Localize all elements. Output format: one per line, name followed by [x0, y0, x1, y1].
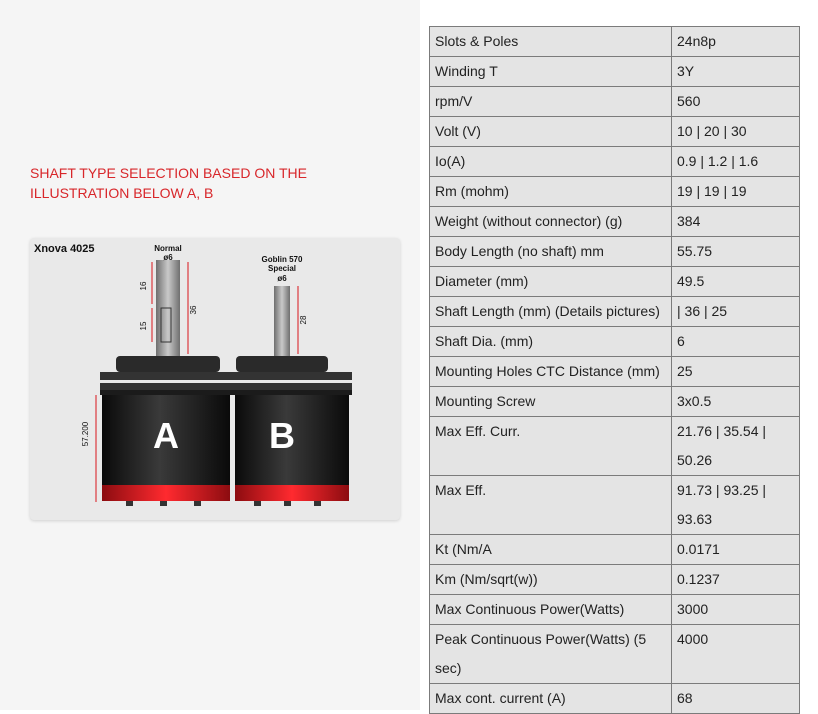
motor-a-head — [116, 356, 220, 372]
spec-row — [430, 267, 800, 297]
spec-row — [430, 87, 800, 117]
spec-row — [430, 357, 800, 387]
spec-row — [430, 625, 800, 684]
spec-label: Max Eff. — [430, 476, 672, 535]
motor-b-fin-3 — [230, 390, 352, 395]
motor-a-fin-3 — [100, 390, 232, 395]
spec-value: 560 — [672, 87, 800, 117]
spec-value: 0.0171 — [672, 535, 800, 565]
spec-row — [430, 417, 800, 476]
spec-row — [430, 327, 800, 357]
motor-b-fin-2 — [230, 383, 352, 391]
dim-16-label: 16 — [139, 281, 148, 291]
dim-36-label: 36 — [189, 305, 198, 315]
spec-label: Kt (Nm/A — [430, 535, 672, 565]
spec-row — [430, 117, 800, 147]
spec-label: Shaft Dia. (mm) — [430, 327, 672, 357]
spec-row — [430, 387, 800, 417]
spec-row — [430, 684, 800, 714]
spec-value: 24n8p — [672, 27, 800, 57]
spec-row — [430, 237, 800, 267]
spec-value: 25 — [672, 357, 800, 387]
shaft-b-diameter: ø6 — [277, 274, 287, 283]
spec-label: Max cont. current (A) — [430, 684, 672, 714]
spec-label: Winding T — [430, 57, 672, 87]
motor-a-fin-2 — [100, 383, 232, 391]
spec-row — [430, 147, 800, 177]
motor-illustration — [30, 238, 400, 520]
motor-b-ring — [235, 485, 349, 501]
shaft-b — [274, 286, 290, 356]
spec-label: Max Continuous Power(Watts) — [430, 595, 672, 625]
spec-value: 384 — [672, 207, 800, 237]
spec-value: 3x0.5 — [672, 387, 800, 417]
spec-value: 6 — [672, 327, 800, 357]
spec-value: 4000 — [672, 625, 800, 684]
motor-a-fin-1 — [100, 372, 232, 380]
spec-value: 49.5 — [672, 267, 800, 297]
spec-row — [430, 177, 800, 207]
normal-label: Normal — [154, 244, 182, 253]
motor-b-letter: B — [269, 415, 295, 456]
spec-row — [430, 476, 800, 535]
motor-b-head — [236, 356, 328, 372]
dim-15-label: 15 — [139, 321, 148, 331]
spec-label: Peak Continuous Power(Watts) (5 sec) — [430, 625, 672, 684]
spec-label: Weight (without connector) (g) — [430, 207, 672, 237]
spec-value: 68 — [672, 684, 800, 714]
motor-b-foot-2 — [284, 501, 291, 506]
spec-row — [430, 27, 800, 57]
spec-row — [430, 565, 800, 595]
shaft-a-diameter: ø6 — [163, 253, 173, 262]
spec-label: Mounting Holes CTC Distance (mm) — [430, 357, 672, 387]
motor-a-ring — [102, 485, 230, 501]
spec-value: 55.75 — [672, 237, 800, 267]
spec-row — [430, 595, 800, 625]
motor-b-foot-3 — [314, 501, 321, 506]
motor-drawing — [30, 238, 400, 520]
spec-label: Diameter (mm) — [430, 267, 672, 297]
motor-a-letter: A — [153, 415, 179, 456]
spec-label: Rm (mohm) — [430, 177, 672, 207]
spec-row — [430, 297, 800, 327]
spec-value: 19 | 19 | 19 — [672, 177, 800, 207]
spec-value: 10 | 20 | 30 — [672, 117, 800, 147]
spec-label: Shaft Length (mm) (Details pictures) — [430, 297, 672, 327]
motor-b-foot-1 — [254, 501, 261, 506]
spec-row — [430, 207, 800, 237]
special-label-1: Goblin 570 — [261, 255, 303, 264]
spec-value: 0.1237 — [672, 565, 800, 595]
spec-value: 91.73 | 93.25 | 93.63 — [672, 476, 800, 535]
spec-label: Volt (V) — [430, 117, 672, 147]
spec-value: 21.76 | 35.54 | 50.26 — [672, 417, 800, 476]
special-label-2: Special — [267, 264, 297, 273]
spec-value: 0.9 | 1.2 | 1.6 — [672, 147, 800, 177]
spec-label: Body Length (no shaft) mm — [430, 237, 672, 267]
spec-value: | 36 | 25 — [672, 297, 800, 327]
spec-value: 3000 — [672, 595, 800, 625]
spec-label: Max Eff. Curr. — [430, 417, 672, 476]
spec-label: Slots & Poles — [430, 27, 672, 57]
motor-a-foot-3 — [194, 501, 201, 506]
spec-label: Io(A) — [430, 147, 672, 177]
dim-height-label: 57.200 — [81, 421, 90, 447]
spec-row — [430, 57, 800, 87]
shaft-selection-note: SHAFT TYPE SELECTION BASED ON THE ILLUSTRATION BELOW A, B — [30, 165, 307, 201]
spec-label: Km (Nm/sqrt(w)) — [430, 565, 672, 595]
spec-label: rpm/V — [430, 87, 672, 117]
dim-28-label: 28 — [299, 315, 308, 325]
motor-b-fin-1 — [230, 372, 352, 380]
spec-value: 3Y — [672, 57, 800, 87]
motor-a-foot-2 — [160, 501, 167, 506]
spec-label: Mounting Screw — [430, 387, 672, 417]
motor-a-foot-1 — [126, 501, 133, 506]
figure-title: Xnova 4025 — [34, 243, 95, 255]
spec-row — [430, 535, 800, 565]
specs-table — [429, 26, 800, 714]
